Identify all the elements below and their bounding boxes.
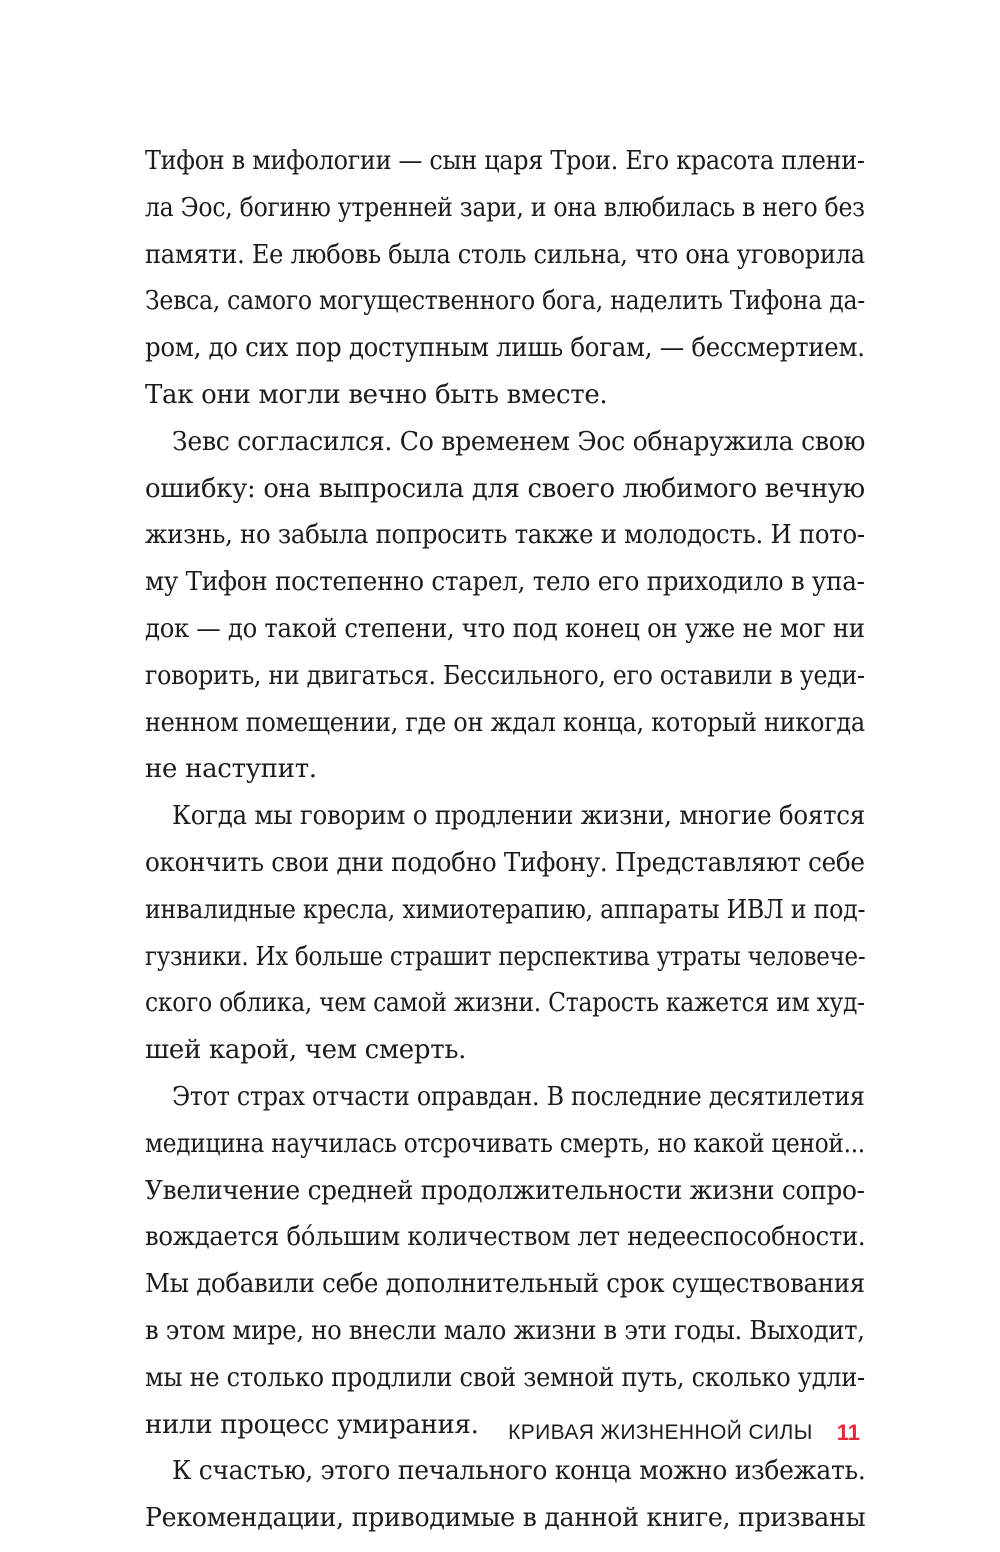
text-line: не наступит. — [145, 754, 317, 785]
page-number: 11 — [836, 1420, 860, 1445]
text-line: ошибку: она выпросила для своего любимого вечную — [145, 473, 865, 504]
text-line: му Тифон постепенно старел, тело его приходило в упа- — [145, 567, 865, 598]
text-line: ненном помещении, где он ждал конца, который никогда — [145, 707, 865, 738]
running-head: КРИВАЯ ЖИЗНЕННОЙ СИЛЫ — [508, 1421, 813, 1444]
text-line: Когда мы говорим о продлении жизни, многие боятся — [172, 801, 865, 832]
text-line: док — до такой степени, что под конец он уже не мог ни — [145, 613, 865, 644]
paragraph-4 — [145, 1074, 865, 1448]
text-line: мы не столько продлили свой земной путь, сколько удли- — [145, 1362, 865, 1393]
text-line: памяти. Ее любовь была столь сильна, что она уговорила — [145, 239, 865, 270]
text-line: нили процесс умирания. — [145, 1409, 479, 1440]
text-line: вождается бóльшим количеством лет недееспособности. — [145, 1222, 866, 1253]
paragraph-1 — [145, 138, 865, 419]
text-line: шей карой, чем смерть. — [145, 1035, 467, 1066]
text-line: ского облика, чем самой жизни. Старость кажется им худ- — [145, 988, 865, 1019]
text-line: ла Эос, богиню утренней зари, и она влюбилась в него без — [145, 192, 865, 223]
text-line: говорить, ни двигаться. Бессильного, его оставили в уеди- — [145, 660, 865, 691]
text-line: жизнь, но забыла попросить также и молодость. И пото- — [145, 520, 865, 551]
text-line: окончить свои дни подобно Тифону. Представляют себе — [145, 847, 865, 878]
paragraph-2 — [145, 419, 865, 793]
text-line: в этом мире, но внесли мало жизни в эти годы. Выходит, — [145, 1315, 865, 1346]
paragraph-5 — [145, 1448, 865, 1542]
text-line: Мы добавили себе дополнительный срок существования — [145, 1269, 865, 1300]
text-line: гузники. Их больше страшит перспектива утраты человече- — [145, 941, 866, 972]
text-line: инвалидные кресла, химиотерапию, аппараты ИВЛ и под- — [145, 894, 866, 925]
text-line: Рекомендации, приводимые в данной книге, призваны — [145, 1503, 866, 1534]
paragraph-3 — [145, 793, 865, 1074]
text-line: Зевса, самого могущественного бога, наделить Тифона да- — [145, 286, 865, 317]
body-text — [145, 138, 865, 1542]
text-line: Так они могли вечно быть вместе. — [145, 379, 608, 410]
text-line: Тифон в мифологии — сын царя Трои. Его красота плени- — [145, 146, 865, 176]
text-line: Этот страх отчасти оправдан. В последние десятилетия — [172, 1081, 865, 1112]
text-line: Увеличение средней продолжительности жизни сопро- — [145, 1175, 865, 1206]
page-footer — [508, 1418, 860, 1448]
text-line: К счастью, этого печального конца можно избежать. — [172, 1456, 866, 1487]
text-line: Зевс согласился. Со временем Эос обнаружила свою — [172, 426, 866, 457]
text-line: ром, до сих пор доступным лишь богам, — бессмертием. — [145, 333, 865, 364]
text-line: медицина научилась отсрочивать смерть, но какой ценой... — [145, 1128, 865, 1159]
